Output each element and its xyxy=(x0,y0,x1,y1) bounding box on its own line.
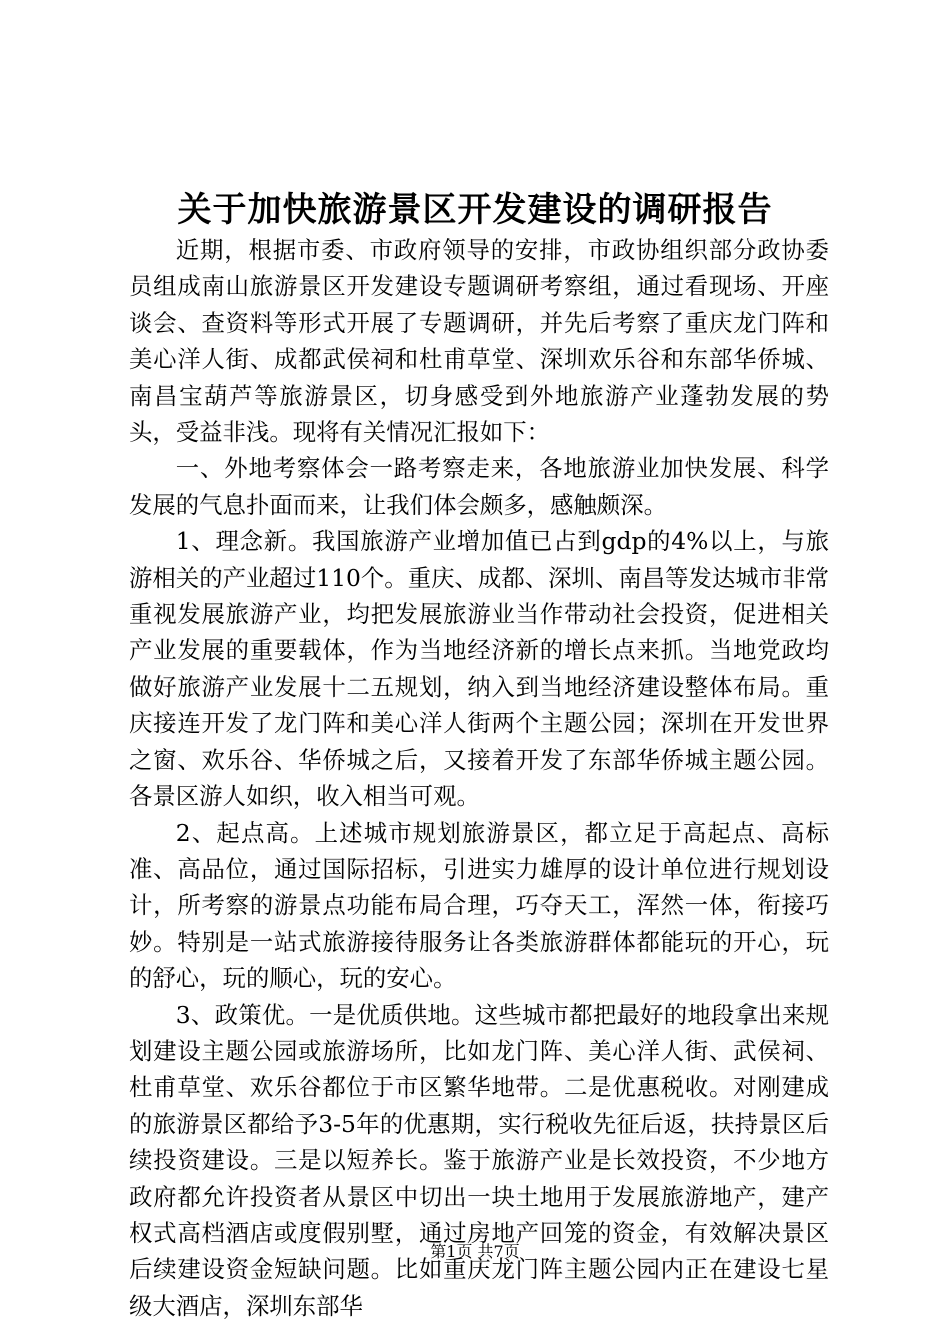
point-1-paragraph: 1、理念新。我国旅游产业增加值已占到gdp的4%以上，与旅游相关的产业超过110个。重庆、成都、深圳、南昌等发达城市非常重视发展旅游产业，均把发展旅游业当作带动社会投资，促进相关产业发展的重要载体，作为当地经济新的增长点来抓。当地党政均做好旅游产业发展十二五规划，纳入到当地经济建设整体布局。重庆接连开发了龙门阵和美心洋人街两个主题公园；深圳在开发世界之窗、欢乐谷、华侨城之后，又接着开发了东部华侨城主题公园。各景区游人如织，收入相当可观。 xyxy=(129,527,829,811)
document-title: 关于加快旅游景区开发建设的调研报告 xyxy=(177,190,773,230)
point-3-paragraph: 3、政策优。一是优质供地。这些城市都把最好的地段拿出来规划建设主题公园或旅游场所，比如龙门阵、美心洋人街、武侯祠、杜甫草堂、欢乐谷都位于市区繁华地带。二是优惠税收。对刚建成的旅游景区都给予3-5年的优惠期，实行税收先征后返，扶持景区后续投资建设。三是以短养长。鉴于旅游产业是长效投资，不少地方政府都允许投资者从景区中切出一块土地用于发展旅游地产，建产权式高档酒店或度假别墅，通过房地产回笼的资金，有效解决景区后续建设资金短缺问题。比如重庆龙门阵主题公园内正在建设七星级大酒店，深圳东部华 xyxy=(129,1000,829,1320)
section-heading-paragraph: 一、外地考察体会一路考察走来，各地旅游业加快发展、科学发展的气息扑面而来，让我们体会颇多，感触颇深。 xyxy=(129,454,829,519)
intro-paragraph: 近期，根据市委、市政府领导的安排，市政协组织部分政协委员组成南山旅游景区开发建设专题调研考察组，通过看现场、开座谈会、查资料等形式开展了专题调研，并先后考察了重庆龙门阵和美心洋人街、成都武侯祠和杜甫草堂、深圳欢乐谷和东部华侨城、南昌宝葫芦等旅游景区，切身感受到外地旅游产业蓬勃发展的势头，受益非浅。现将有关情况汇报如下： xyxy=(129,236,829,447)
point-2-paragraph: 2、起点高。上述城市规划旅游景区，都立足于高起点、高标准、高品位，通过国际招标，引进实力雄厚的设计单位进行规划设计，所考察的游景点功能布局合理，巧夺天工，浑然一体，衔接巧妙。特别是一站式旅游接待服务让各类旅游群体都能玩的开心，玩的舒心，玩的顺心，玩的安心。 xyxy=(129,818,829,993)
document-body xyxy=(129,232,829,1324)
page-number-footer: 第1页 共7页 xyxy=(430,1242,520,1261)
